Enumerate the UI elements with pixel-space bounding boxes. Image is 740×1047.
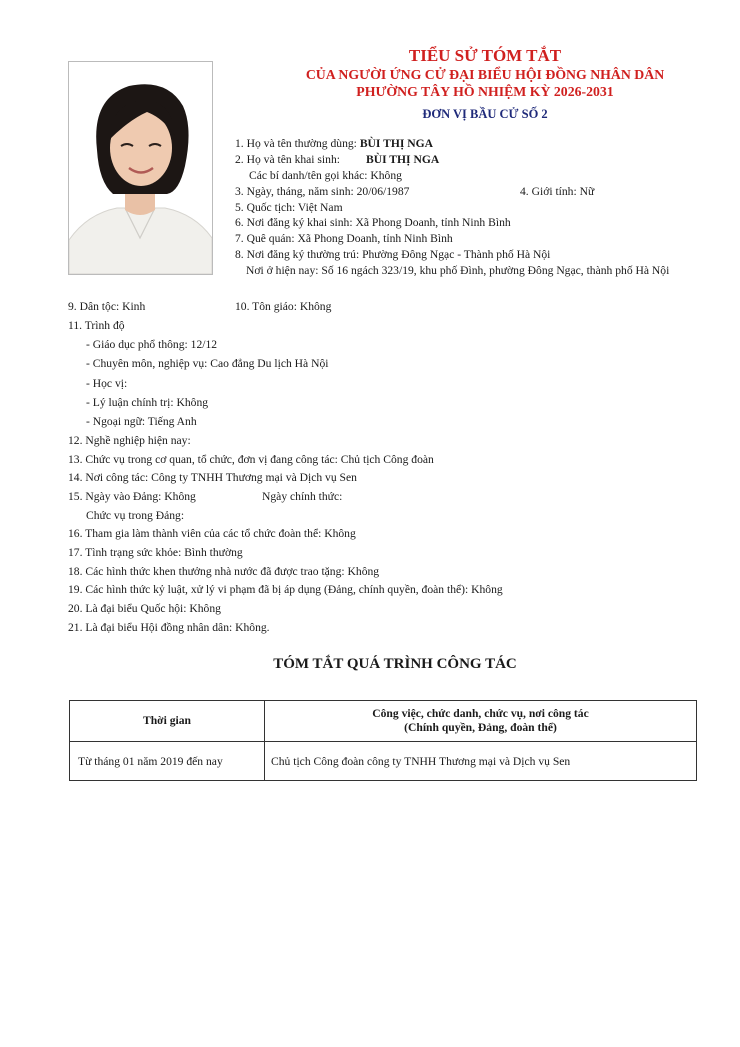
job-column-header-line2: (Chính quyền, Đảng, đoàn thể) (404, 721, 557, 734)
council-delegate-line: 21. Là đại biểu Hội đồng nhân dân: Không. (68, 621, 270, 634)
job-column-header-line1: Công việc, chức danh, chức vụ, nơi công tác (372, 707, 589, 720)
common-name-value: BÙI THỊ NGA (359, 137, 434, 150)
qualification-heading: 11. Trình độ (68, 319, 125, 332)
electoral-unit: ĐƠN VỊ BẦU CỬ SỐ 2 (422, 107, 548, 121)
national-assembly-line: 20. Là đại biểu Quốc hội: Không (68, 602, 221, 615)
nationality-line: 5. Quốc tịch: Việt Nam (235, 201, 343, 214)
discipline-line: 19. Các hình thức kỷ luật, xử lý vi phạm đã bị áp dụng (Đảng, chính quyền, đoàn thể): Không (68, 583, 503, 596)
professional-line: - Chuyên môn, nghiệp vụ: Cao đẳng Du lịch Hà Nội (86, 357, 329, 370)
health-line: 17. Tình trạng sức khỏe: Bình thường (68, 546, 243, 559)
table-row (70, 742, 697, 781)
awards-line: 18. Các hình thức khen thưởng nhà nước đã được trao tặng: Không (68, 565, 380, 578)
gender-line: 4. Giới tính: Nữ (520, 185, 595, 198)
current-address-line: Nơi ở hiện nay: Số 16 ngách 323/19, khu phố Đình, phường Đông Ngạc, thành phố Hà Nội (246, 264, 670, 277)
birth-date-line: 3. Ngày, tháng, năm sinh: 20/06/1987 (235, 185, 410, 198)
birth-name-value: BÙI THỊ NGA (365, 153, 440, 166)
work-history-title: TÓM TẮT QUÁ TRÌNH CÔNG TÁC (273, 656, 517, 672)
ethnicity-line: 9. Dân tộc: Kinh (68, 300, 146, 313)
religion-line: 10. Tôn giáo: Không (235, 300, 332, 313)
birth-name-line (235, 153, 439, 167)
candidate-photo (68, 61, 213, 275)
document-subtitle: CỦA NGƯỜI ỨNG CỬ ĐẠI BIỂU HỘI ĐỒNG NHÂN DÂN (305, 67, 665, 82)
academic-degree-line: - Học vị: (86, 377, 128, 390)
party-official-date-line: Ngày chính thức: (262, 490, 343, 503)
party-join-date-line: 15. Ngày vào Đảng: Không (68, 490, 196, 503)
time-column-header: Thời gian (70, 701, 265, 742)
table-header-row (70, 701, 697, 742)
document-title: TIỂU SỬ TÓM TẮT (408, 46, 562, 65)
alias-line: Các bí danh/tên gọi khác: Không (249, 169, 402, 182)
workplace-line: 14. Nơi công tác: Công ty TNHH Thương mại và Dịch vụ Sen (68, 471, 357, 484)
birth-name-label: 2. Họ và tên khai sinh: (235, 153, 340, 166)
birth-registration-line: 6. Nơi đăng ký khai sinh: Xã Phong Doanh, tỉnh Ninh Bình (235, 216, 511, 229)
political-theory-line: - Lý luận chính trị: Không (86, 396, 209, 409)
common-name-label: 1. Họ và tên thường dùng: (235, 137, 360, 150)
work-history-table (69, 700, 697, 781)
row-time-cell: Từ tháng 01 năm 2019 đến nay (70, 742, 265, 781)
hometown-line: 7. Quê quán: Xã Phong Doanh, tỉnh Ninh Bình (235, 232, 453, 245)
permanent-residence-line: 8. Nơi đăng ký thường trú: Phường Đông Ngạc - Thành phố Hà Nội (235, 248, 551, 261)
organizations-line: 16. Tham gia làm thành viên của các tổ chức đoàn thể: Không (68, 527, 356, 540)
general-education-line: - Giáo dục phổ thông: 12/12 (86, 338, 218, 351)
occupation-line: 12. Nghề nghiệp hiện nay: (68, 434, 191, 447)
position-line: 13. Chức vụ trong cơ quan, tổ chức, đơn vị đang công tác: Chủ tịch Công đoàn (68, 453, 434, 466)
row-job-cell: Chủ tịch Công đoàn công ty TNHH Thương mại và Dịch vụ Sen (265, 742, 697, 781)
document-subtitle-term: PHƯỜNG TÂY HỒ NHIỆM KỲ 2026-2031 (356, 84, 614, 99)
foreign-language-line: - Ngoại ngữ: Tiếng Anh (86, 415, 197, 428)
job-column-header (265, 701, 697, 742)
common-name-line (235, 137, 433, 151)
party-position-line: Chức vụ trong Đảng: (86, 509, 185, 522)
